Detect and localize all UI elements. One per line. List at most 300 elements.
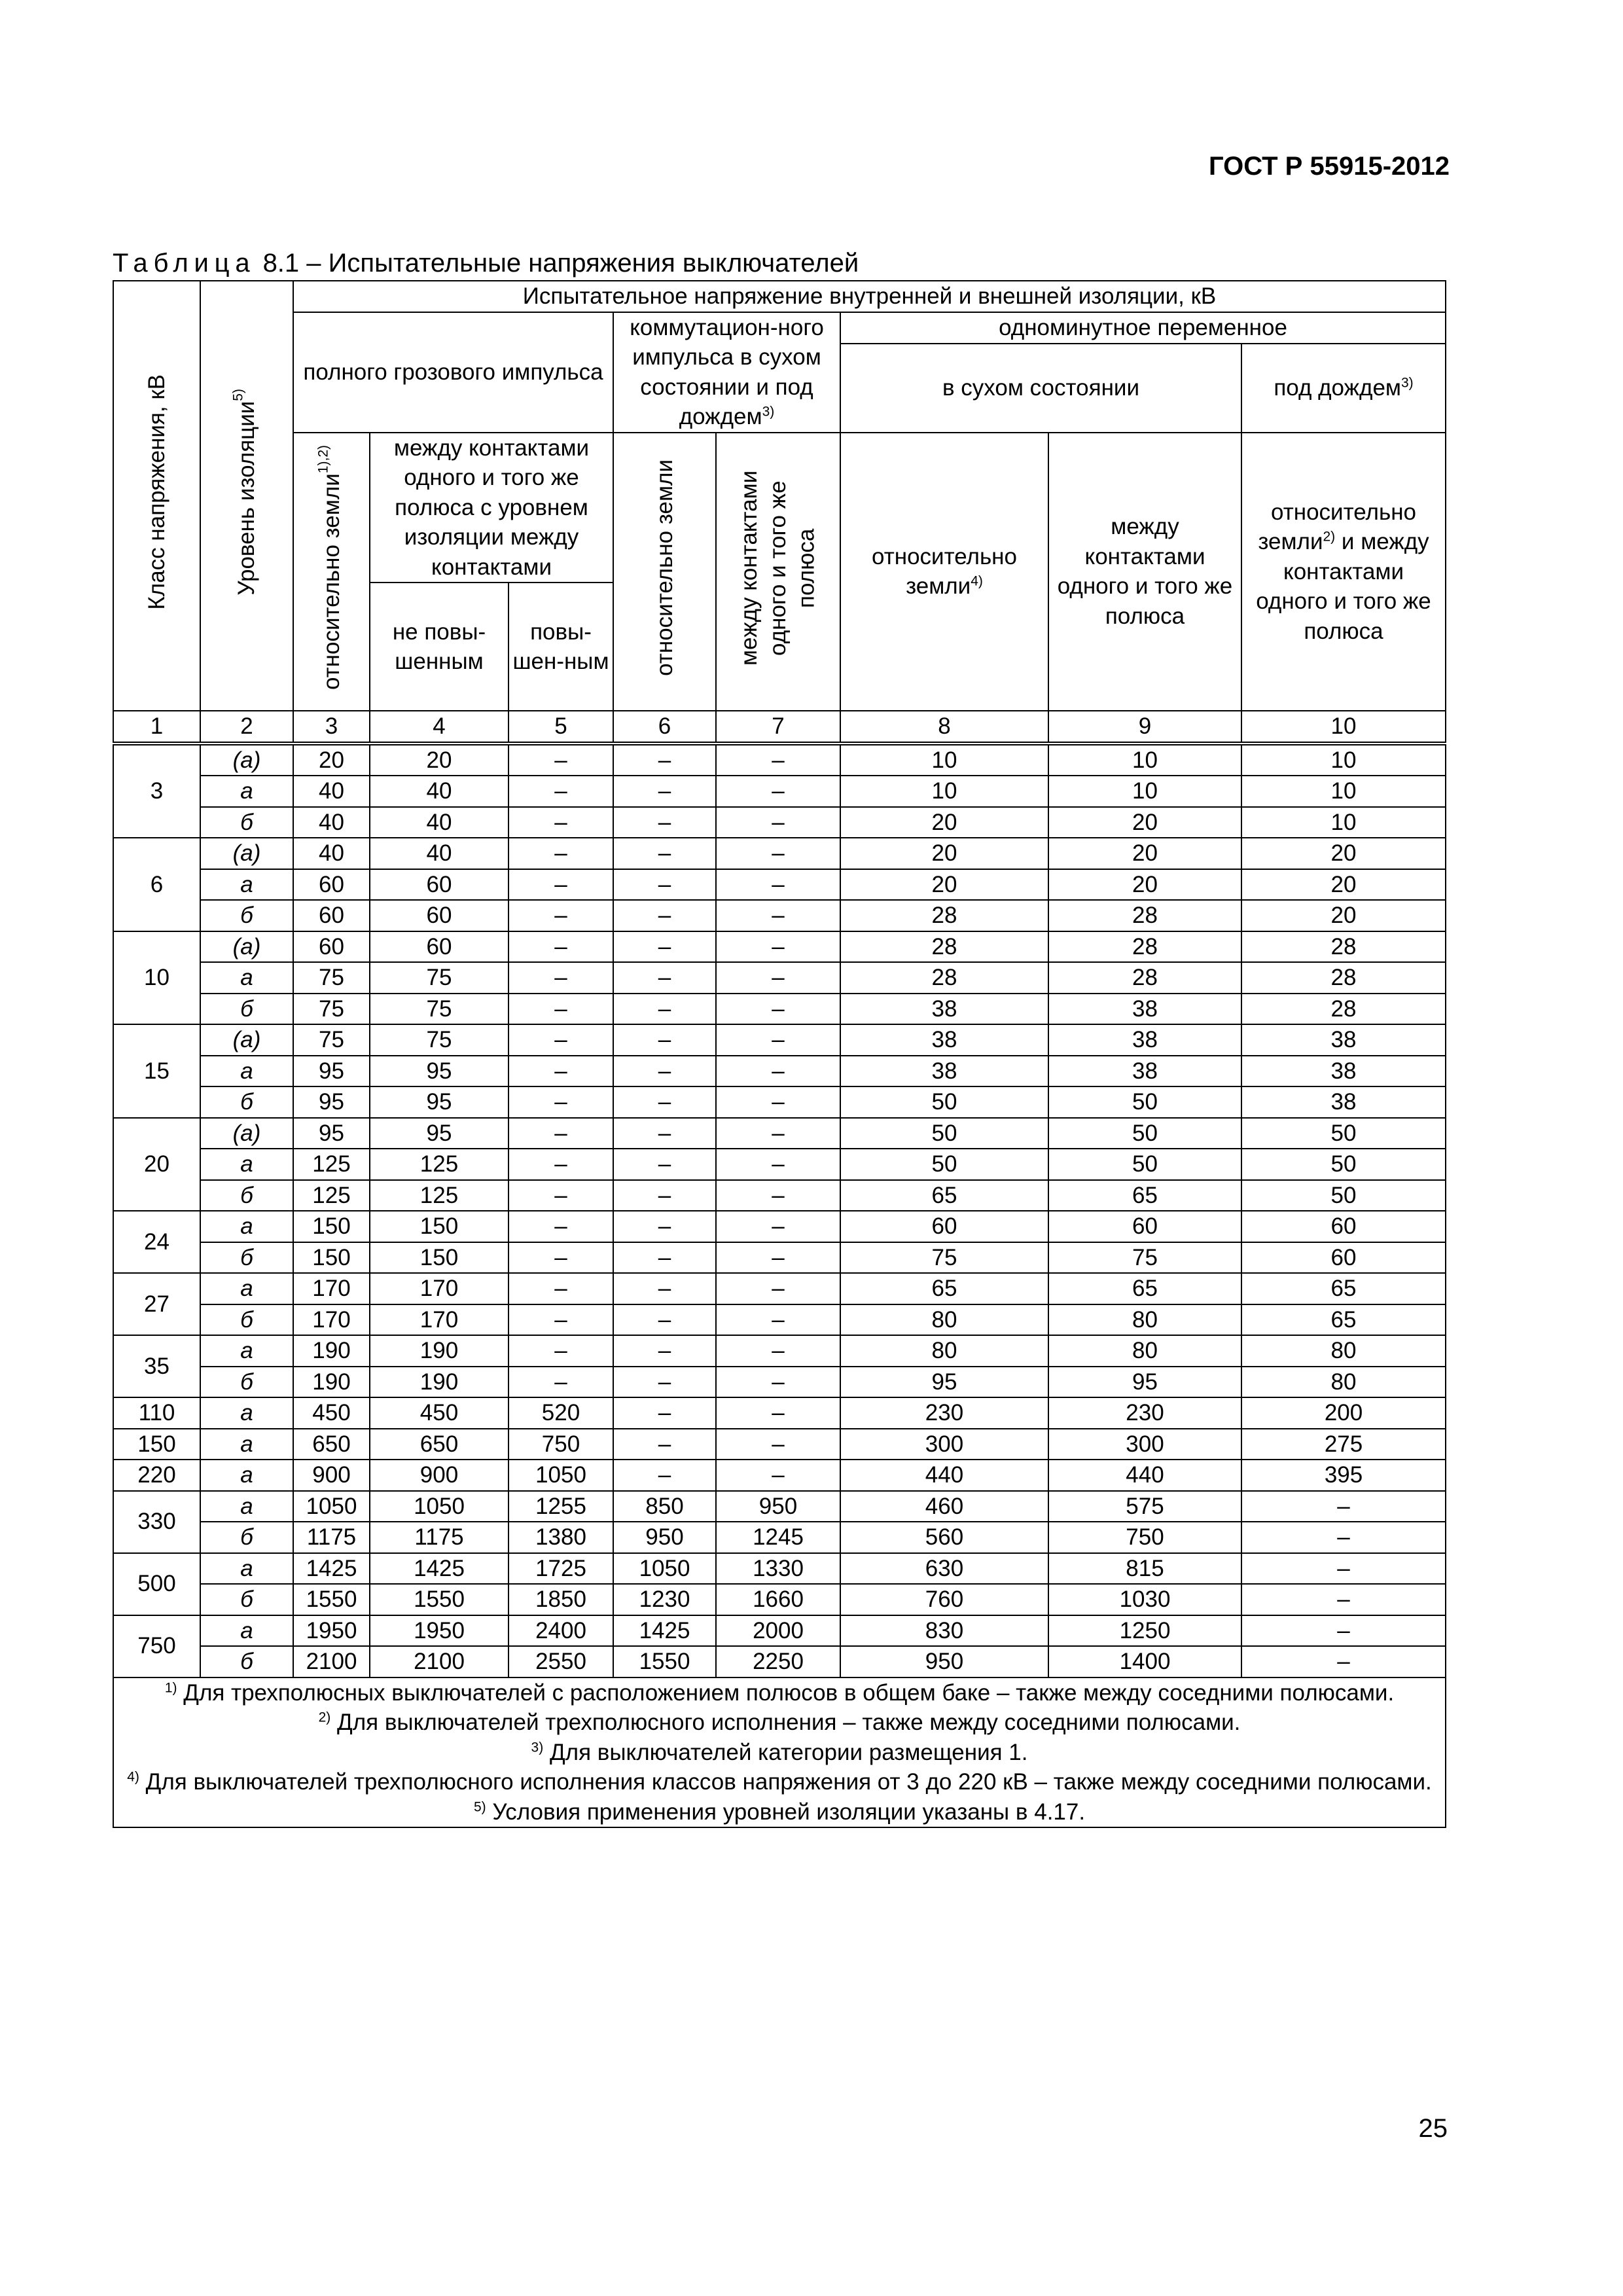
value-cell: 60 [1048, 1211, 1241, 1242]
table-row [113, 931, 1446, 963]
column-number-cell: 6 [613, 711, 716, 744]
value-cell: 28 [1048, 962, 1241, 994]
value-cell: 1400 [1048, 1646, 1241, 1677]
value-cell: 20 [1241, 838, 1446, 869]
header-under-rain: под дождем$^{3)}$ [1241, 344, 1446, 432]
value-cell: 1250 [1048, 1615, 1241, 1647]
value-cell: – [716, 1118, 840, 1149]
value-cell: 95 [370, 1118, 508, 1149]
value-cell: 1245 [716, 1522, 840, 1553]
value-cell: – [508, 931, 613, 963]
value-cell: 60 [840, 1211, 1048, 1242]
value-cell: 2400 [508, 1615, 613, 1647]
value-cell: 65 [1048, 1180, 1241, 1211]
insulation-level-cell: б [200, 994, 293, 1025]
standard-code: ГОСТ Р 55915-2012 [1208, 152, 1450, 181]
value-cell: 60 [370, 931, 508, 963]
value-cell: – [508, 869, 613, 901]
caption-number: 8.1 – [262, 249, 321, 278]
value-cell: 830 [840, 1615, 1048, 1647]
value-cell: 2100 [370, 1646, 508, 1677]
value-cell: 440 [1048, 1460, 1241, 1491]
table-row [113, 1304, 1446, 1336]
insulation-level-cell: б [200, 1180, 293, 1211]
value-cell: 38 [840, 1056, 1048, 1087]
voltage-class-cell: 27 [113, 1273, 200, 1335]
header-rain-combined: относительно земли$^{2)}$ и между контактами одного и того же полюса [1241, 433, 1446, 711]
value-cell: – [613, 1086, 716, 1118]
value-cell: 20 [840, 838, 1048, 869]
insulation-level-cell: б [200, 1522, 293, 1553]
value-cell: – [716, 1211, 840, 1242]
value-cell: – [508, 1024, 613, 1056]
value-cell: 38 [840, 994, 1048, 1025]
value-cell: – [716, 1180, 840, 1211]
value-cell: – [508, 838, 613, 869]
value-cell: 75 [370, 1024, 508, 1056]
header-one-minute-ac: одноминутное переменное [840, 312, 1446, 344]
value-cell: – [508, 776, 613, 807]
value-cell: 20 [293, 744, 370, 776]
value-cell: 2550 [508, 1646, 613, 1677]
value-cell: – [716, 1335, 840, 1367]
header-dry-state: в сухом состоянии [840, 344, 1241, 432]
value-cell: 150 [370, 1211, 508, 1242]
value-cell: 75 [370, 994, 508, 1025]
value-cell: 450 [293, 1397, 370, 1429]
value-cell: 28 [840, 931, 1048, 963]
value-cell: 125 [293, 1149, 370, 1180]
insulation-level-cell: (а) [200, 1024, 293, 1056]
value-cell: 300 [1048, 1429, 1241, 1460]
value-cell: 10 [1048, 744, 1241, 776]
value-cell: 575 [1048, 1491, 1241, 1522]
voltage-class-cell: 750 [113, 1615, 200, 1677]
value-cell: – [1241, 1522, 1446, 1553]
value-cell: 60 [370, 900, 508, 931]
value-cell: 75 [293, 994, 370, 1025]
value-cell: 10 [1241, 776, 1446, 807]
value-cell: – [1241, 1584, 1446, 1615]
insulation-level-cell: б [200, 1367, 293, 1398]
insulation-level-cell: б [200, 1086, 293, 1118]
header-sw-between: между контактами одного и того же полюса [716, 433, 840, 711]
value-cell: 65 [840, 1180, 1048, 1211]
value-cell: 2000 [716, 1615, 840, 1647]
value-cell: 65 [1241, 1304, 1446, 1336]
value-cell: 65 [1241, 1273, 1446, 1304]
value-cell: 28 [1241, 931, 1446, 963]
value-cell: 95 [293, 1086, 370, 1118]
insulation-level-cell: б [200, 1242, 293, 1274]
value-cell: – [613, 1273, 716, 1304]
table-row [113, 962, 1446, 994]
value-cell: 10 [1241, 744, 1446, 776]
value-cell: 80 [1048, 1304, 1241, 1336]
header-not-raised: не повы-шенным [370, 583, 508, 711]
value-cell: 1330 [716, 1553, 840, 1585]
value-cell: 50 [840, 1086, 1048, 1118]
value-cell: 1550 [370, 1584, 508, 1615]
value-cell: – [613, 838, 716, 869]
value-cell: 1050 [508, 1460, 613, 1491]
value-cell: 1230 [613, 1584, 716, 1615]
value-cell: 28 [1241, 994, 1446, 1025]
insulation-level-cell: а [200, 1429, 293, 1460]
insulation-level-cell: а [200, 1615, 293, 1647]
value-cell: 75 [370, 962, 508, 994]
value-cell: – [716, 1429, 840, 1460]
value-cell: 80 [840, 1304, 1048, 1336]
value-cell: 20 [1048, 838, 1241, 869]
value-cell: 1660 [716, 1584, 840, 1615]
value-cell: 750 [508, 1429, 613, 1460]
value-cell: – [716, 838, 840, 869]
value-cell: 560 [840, 1522, 1048, 1553]
column-number-cell: 8 [840, 711, 1048, 744]
value-cell: 630 [840, 1553, 1048, 1585]
insulation-level-cell: (а) [200, 1118, 293, 1149]
value-cell: 150 [293, 1242, 370, 1274]
insulation-level-cell: а [200, 1056, 293, 1087]
value-cell: – [613, 1242, 716, 1274]
value-cell: 50 [840, 1118, 1048, 1149]
value-cell: 20 [1241, 869, 1446, 901]
value-cell: – [508, 900, 613, 931]
value-cell: – [508, 807, 613, 838]
voltage-class-cell: 15 [113, 1024, 200, 1118]
value-cell: 20 [1048, 869, 1241, 901]
value-cell: – [613, 1335, 716, 1367]
table-row [113, 807, 1446, 838]
value-cell: 75 [1048, 1242, 1241, 1274]
insulation-level-cell: а [200, 1149, 293, 1180]
value-cell: 230 [1048, 1397, 1241, 1429]
value-cell: – [613, 1211, 716, 1242]
value-cell: 900 [293, 1460, 370, 1491]
header-insulation-level: Уровень изоляции$^{5)}$ [200, 281, 293, 711]
value-cell: – [613, 1118, 716, 1149]
value-cell: – [508, 1242, 613, 1274]
value-cell: – [613, 1056, 716, 1087]
header-voltage-class: Класс напряжения, кВ [113, 281, 200, 711]
header-lightning-impulse: полного грозового импульса [293, 312, 613, 433]
value-cell: – [613, 994, 716, 1025]
footnote: $^{3)}$ Для выключателей категории размещения 1. [531, 1739, 1028, 1765]
value-cell: 28 [1048, 900, 1241, 931]
value-cell: 75 [293, 1024, 370, 1056]
value-cell: 20 [840, 807, 1048, 838]
value-cell: 1050 [370, 1491, 508, 1522]
column-number-cell: 3 [293, 711, 370, 744]
footnote: $^{5)}$ Условия применения уровней изоляции указаны в 4.17. [473, 1799, 1086, 1825]
value-cell: – [1241, 1646, 1446, 1677]
value-cell: 190 [370, 1367, 508, 1398]
table-caption [113, 249, 859, 278]
table-row [113, 900, 1446, 931]
value-cell: 38 [1048, 994, 1241, 1025]
table-row [113, 1118, 1446, 1149]
value-cell: – [716, 776, 840, 807]
value-cell: 170 [293, 1273, 370, 1304]
value-cell: 28 [840, 900, 1048, 931]
value-cell: 395 [1241, 1460, 1446, 1491]
insulation-level-cell: б [200, 1646, 293, 1677]
value-cell: – [1241, 1491, 1446, 1522]
table-row [113, 1211, 1446, 1242]
value-cell: – [508, 1367, 613, 1398]
value-cell: 815 [1048, 1553, 1241, 1585]
value-cell: 125 [370, 1149, 508, 1180]
value-cell: 1425 [370, 1553, 508, 1585]
value-cell: 40 [370, 838, 508, 869]
value-cell: 20 [370, 744, 508, 776]
value-cell: – [613, 807, 716, 838]
value-cell: 50 [840, 1149, 1048, 1180]
header-dry-between: между контактами одного и того же полюса [1048, 433, 1241, 711]
header-sw-earth: относительно земли [613, 433, 716, 711]
value-cell: 1255 [508, 1491, 613, 1522]
voltage-class-cell: 20 [113, 1118, 200, 1211]
value-cell: 450 [370, 1397, 508, 1429]
value-cell: 40 [293, 776, 370, 807]
caption-label: Таблица [113, 249, 256, 278]
value-cell: 950 [716, 1491, 840, 1522]
column-number-cell: 1 [113, 711, 200, 744]
value-cell: – [716, 1086, 840, 1118]
value-cell: 28 [1241, 962, 1446, 994]
value-cell: 750 [1048, 1522, 1241, 1553]
table-row [113, 1273, 1446, 1304]
value-cell: 1950 [370, 1615, 508, 1647]
value-cell: – [716, 1056, 840, 1087]
value-cell: 460 [840, 1491, 1048, 1522]
insulation-level-cell: а [200, 1491, 293, 1522]
header-switching-impulse: коммутацион-ного импульса в сухом состоянии и под дождем$^{3)}$ [613, 312, 840, 433]
value-cell: 65 [840, 1273, 1048, 1304]
value-cell: 75 [293, 962, 370, 994]
table-row [113, 838, 1446, 869]
footnote: $^{4)}$ Для выключателей трехполюсного исполнения классов напряжения от 3 до 220 кВ – также между соседними полюсами. [127, 1769, 1432, 1795]
column-number-cell: 7 [716, 711, 840, 744]
value-cell: – [508, 1335, 613, 1367]
voltage-class-cell: 330 [113, 1491, 200, 1553]
value-cell: 20 [1048, 807, 1241, 838]
table-row [113, 1335, 1446, 1367]
table-row [113, 1646, 1446, 1677]
value-cell: – [613, 1149, 716, 1180]
insulation-level-cell: а [200, 1335, 293, 1367]
value-cell: 60 [293, 931, 370, 963]
value-cell: – [716, 1367, 840, 1398]
value-cell: 38 [1048, 1024, 1241, 1056]
voltage-class-cell: 3 [113, 744, 200, 838]
footnote: $^{1)}$ Для трехполюсных выключателей с расположением полюсов в общем баке – также между соседними полюсами. [164, 1679, 1395, 1706]
value-cell: 1380 [508, 1522, 613, 1553]
value-cell: 150 [293, 1211, 370, 1242]
insulation-level-cell: а [200, 869, 293, 901]
insulation-level-cell: (а) [200, 931, 293, 963]
value-cell: 1050 [613, 1553, 716, 1585]
table-row [113, 1397, 1446, 1429]
value-cell: 60 [293, 900, 370, 931]
value-cell: 650 [293, 1429, 370, 1460]
value-cell: – [716, 1024, 840, 1056]
value-cell: – [613, 744, 716, 776]
table-row [113, 1522, 1446, 1553]
value-cell: 1550 [613, 1646, 716, 1677]
value-cell: – [716, 869, 840, 901]
value-cell: 1725 [508, 1553, 613, 1585]
value-cell: 950 [613, 1522, 716, 1553]
insulation-level-cell: а [200, 962, 293, 994]
value-cell: 38 [1048, 1056, 1241, 1087]
value-cell: 150 [370, 1242, 508, 1274]
value-cell: 38 [1241, 1056, 1446, 1087]
value-cell: 50 [1241, 1180, 1446, 1211]
table-row [113, 1086, 1446, 1118]
insulation-level-cell: (а) [200, 744, 293, 776]
value-cell: 1950 [293, 1615, 370, 1647]
insulation-level-cell: а [200, 1397, 293, 1429]
value-cell: 950 [840, 1646, 1048, 1677]
value-cell: – [508, 962, 613, 994]
value-cell: 1425 [613, 1615, 716, 1647]
value-cell: – [613, 869, 716, 901]
table-row [113, 994, 1446, 1025]
voltage-class-cell: 10 [113, 931, 200, 1025]
value-cell: 1050 [293, 1491, 370, 1522]
value-cell: – [508, 744, 613, 776]
value-cell: 190 [293, 1335, 370, 1367]
column-numbers-row [113, 711, 1446, 744]
value-cell: 60 [1241, 1242, 1446, 1274]
value-cell: 50 [1241, 1118, 1446, 1149]
value-cell: 10 [840, 776, 1048, 807]
value-cell: – [716, 1397, 840, 1429]
value-cell: – [613, 1429, 716, 1460]
value-cell: – [716, 1460, 840, 1491]
voltage-class-cell: 220 [113, 1460, 200, 1491]
table-row [113, 1615, 1446, 1647]
value-cell: 230 [840, 1397, 1048, 1429]
table-row [113, 1429, 1446, 1460]
value-cell: – [716, 962, 840, 994]
insulation-level-cell: б [200, 1584, 293, 1615]
value-cell: 440 [840, 1460, 1048, 1491]
value-cell: – [613, 962, 716, 994]
value-cell: 1850 [508, 1584, 613, 1615]
voltage-class-cell: 6 [113, 838, 200, 931]
value-cell: – [508, 1180, 613, 1211]
value-cell: – [716, 1273, 840, 1304]
value-cell: – [508, 1149, 613, 1180]
header-dry-earth: относительно земли$^{4)}$ [840, 433, 1048, 711]
column-number-cell: 2 [200, 711, 293, 744]
table-row [113, 869, 1446, 901]
value-cell: 50 [1048, 1149, 1241, 1180]
voltage-class-cell: 24 [113, 1211, 200, 1273]
table-row [113, 1460, 1446, 1491]
value-cell: 95 [293, 1118, 370, 1149]
value-cell: 650 [370, 1429, 508, 1460]
table-row [113, 1367, 1446, 1398]
value-cell: 95 [370, 1086, 508, 1118]
value-cell: 60 [1241, 1211, 1446, 1242]
value-cell: – [1241, 1615, 1446, 1647]
table-row [113, 1491, 1446, 1522]
footnote: $^{2)}$ Для выключателей трехполюсного исполнения – также между соседними полюсами. [318, 1710, 1241, 1735]
value-cell: 95 [293, 1056, 370, 1087]
value-cell: – [508, 1056, 613, 1087]
column-number-cell: 9 [1048, 711, 1241, 744]
value-cell: 38 [1241, 1024, 1446, 1056]
voltage-class-cell: 35 [113, 1335, 200, 1397]
caption-title: Испытательные напряжения выключателей [328, 249, 859, 278]
value-cell: 2100 [293, 1646, 370, 1677]
value-cell: 28 [1048, 931, 1241, 963]
value-cell: – [613, 1024, 716, 1056]
value-cell: 50 [1048, 1118, 1241, 1149]
value-cell: – [716, 1304, 840, 1336]
insulation-level-cell: б [200, 1304, 293, 1336]
voltage-class-cell: 500 [113, 1553, 200, 1615]
voltage-class-cell: 110 [113, 1397, 200, 1429]
table-row [113, 1553, 1446, 1585]
value-cell: 60 [293, 869, 370, 901]
value-cell: 125 [293, 1180, 370, 1211]
value-cell: 95 [840, 1367, 1048, 1398]
value-cell: 20 [1241, 900, 1446, 931]
value-cell: 20 [840, 869, 1048, 901]
value-cell: 80 [1241, 1335, 1446, 1367]
value-cell: 190 [293, 1367, 370, 1398]
value-cell: – [508, 1211, 613, 1242]
table-row [113, 1584, 1446, 1615]
value-cell: 80 [840, 1335, 1048, 1367]
table-footnotes [113, 1677, 1446, 1828]
value-cell: 190 [370, 1335, 508, 1367]
value-cell: 520 [508, 1397, 613, 1429]
value-cell: 40 [293, 807, 370, 838]
value-cell: – [716, 807, 840, 838]
value-cell: – [716, 900, 840, 931]
value-cell: – [716, 994, 840, 1025]
value-cell: 125 [370, 1180, 508, 1211]
insulation-level-cell: б [200, 900, 293, 931]
value-cell: 1175 [370, 1522, 508, 1553]
value-cell: 170 [293, 1304, 370, 1336]
value-cell: 38 [840, 1024, 1048, 1056]
value-cell: 75 [840, 1242, 1048, 1274]
value-cell: 40 [370, 776, 508, 807]
value-cell: 50 [1241, 1149, 1446, 1180]
value-cell: 95 [370, 1056, 508, 1087]
insulation-level-cell: (а) [200, 838, 293, 869]
value-cell: 850 [613, 1491, 716, 1522]
value-cell: 50 [1048, 1086, 1241, 1118]
value-cell: 1425 [293, 1553, 370, 1585]
header-test-voltage: Испытательное напряжение внутренней и внешней изоляции, кВ [293, 281, 1446, 312]
value-cell: – [508, 994, 613, 1025]
value-cell: – [716, 1149, 840, 1180]
page-number: 25 [1418, 2114, 1448, 2143]
table-row [113, 1149, 1446, 1180]
value-cell: 40 [370, 807, 508, 838]
value-cell: 10 [840, 744, 1048, 776]
value-cell: – [613, 1180, 716, 1211]
value-cell: – [613, 1397, 716, 1429]
